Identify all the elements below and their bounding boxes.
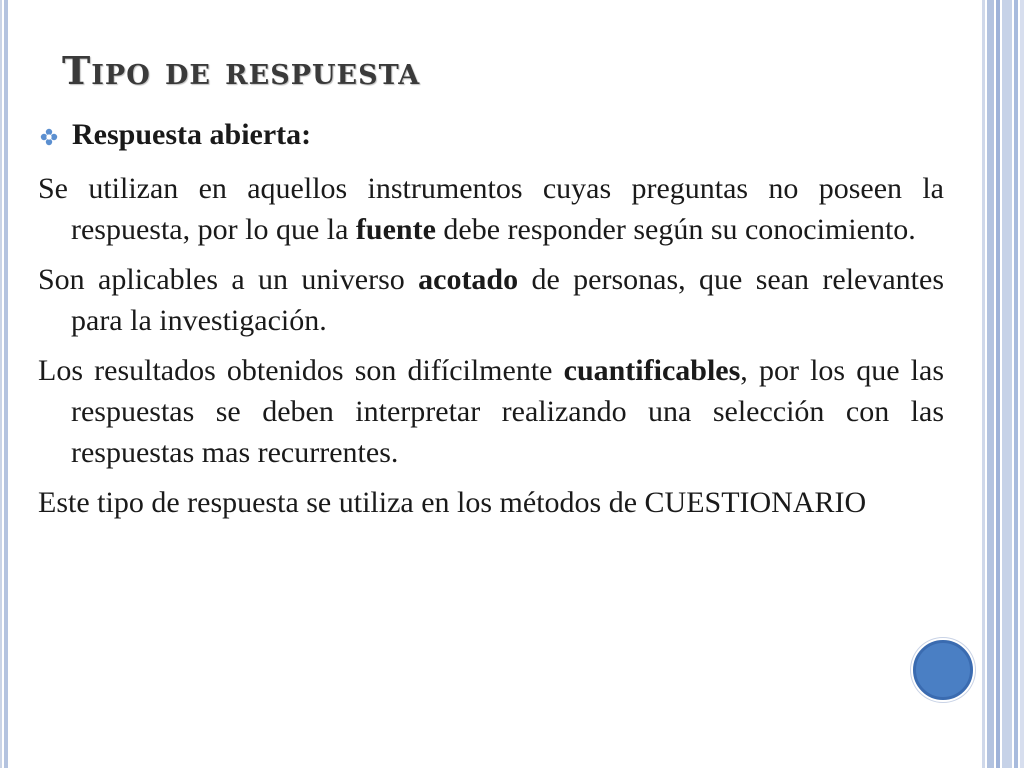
paragraph-1 [38, 168, 944, 250]
paragraph-4 [38, 482, 944, 523]
left-border-decoration [0, 0, 10, 768]
paragraph-1-bold: fuente [355, 213, 436, 246]
paragraph-2-text-b: de personas, que sean relevantes para la investigación. [71, 263, 944, 337]
paragraph-3 [38, 350, 944, 473]
bullet-label: Respuesta abierta: [72, 118, 312, 151]
paragraph-3-text-a: Los resultados obtenidos son difícilmente [38, 354, 564, 387]
body-text [38, 168, 944, 532]
paragraph-2-bold: acotado [418, 263, 519, 296]
right-border-decoration [978, 0, 1024, 768]
flower-bullet-icon [40, 128, 58, 146]
paragraph-3-bold: cuantificables [563, 354, 741, 387]
slide-title: Tipo de respuesta [62, 48, 421, 93]
paragraph-1-text-b: debe responder según su conocimiento. [435, 213, 916, 246]
paragraph-4-text: Este tipo de respuesta se utiliza en los métodos de CUESTIONARIO [38, 486, 867, 519]
paragraph-1-text-a: Se utilizan en aquellos instrumentos cuyas preguntas no poseen la respuesta, por lo que la [38, 172, 944, 246]
paragraph-3-text-b: , por los que las respuestas se deben interpretar realizando una selección con las respuestas mas recurrentes. [71, 354, 944, 469]
paragraph-2-text-a: Son aplicables a un universo [38, 263, 419, 296]
circle-ornament [913, 640, 973, 700]
bullet-heading [40, 118, 311, 152]
paragraph-2 [38, 259, 944, 341]
